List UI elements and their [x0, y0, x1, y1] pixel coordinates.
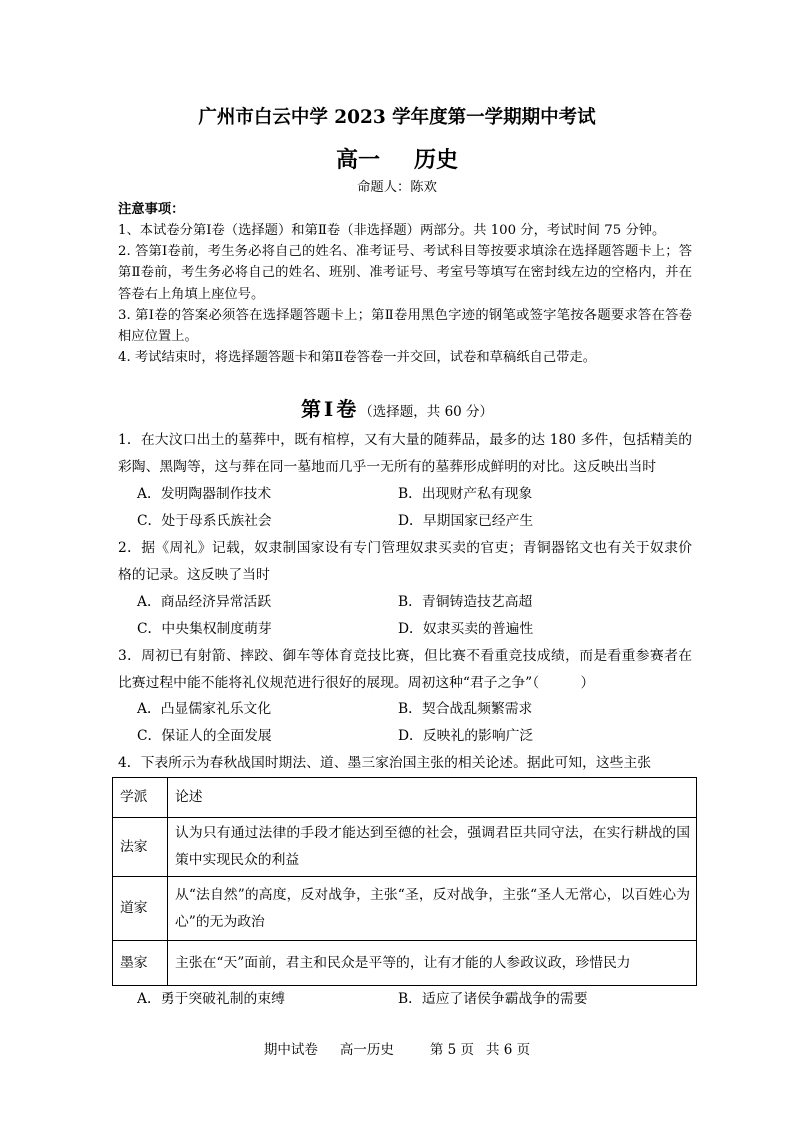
- question-stem: 3．周初已有射箭、摔跤、御车等体育竞技比赛，但比赛不看重竞技成绩，而是看重参赛者在比赛过程中能不能将礼仪规范进行很好的展现。周初这种“君子之争”（ ）: [118, 647, 692, 691]
- footer-page-total: 共 6 页: [486, 1042, 531, 1058]
- table-row: [113, 818, 697, 877]
- option-b: B．适应了诸侯争霸战争的需要: [398, 991, 588, 1008]
- section-heading: [0, 394, 794, 424]
- question-4: [118, 750, 692, 1013]
- statement-cell: 主张在“天”面前，君主和民众是平等的，让有才能的人参政议政，珍惜民力: [168, 941, 697, 986]
- section-title: 第Ⅰ卷: [300, 397, 360, 422]
- notice-item: 1、本试卷分第Ⅰ卷（选择题）和第Ⅱ卷（非选择题）两部分。共 100 分，考试时间 75 分钟。: [118, 223, 666, 238]
- statement-cell: 从“法自然”的高度，反对战争，主张“圣，反对战争，主张“圣人无常心，以百姓心为心”的无为政治: [168, 877, 697, 941]
- notice-list: [118, 220, 692, 368]
- question-options: [118, 481, 692, 535]
- schools-table: [112, 777, 697, 986]
- grade-label: 高一: [335, 147, 380, 173]
- question-stem: 1．在大汶口出土的墓葬中，既有棺椁，又有大量的随葬品，最多的达 180 多件，包括精美的彩陶、黑陶等，这与葬在同一墓地而几乎一无所有的墓葬形成鲜明的对比。这反映出当时: [118, 432, 692, 476]
- exam-author: 命题人：陈欢: [357, 180, 437, 195]
- option-a: A．发明陶器制作技术: [137, 486, 272, 503]
- option-a: A．凸显儒家礼乐文化: [137, 701, 272, 718]
- question-stem: 2．据《周礼》记载，奴隶制国家设有专门管理奴隶买卖的官吏；青铜器铭文也有关于奴隶价格的记录。这反映了当时: [118, 540, 692, 583]
- option-c: C．保证人的全面发展: [137, 728, 272, 745]
- exam-subtitle: [0, 144, 794, 176]
- option-b: B．出现财产私有现象: [398, 486, 533, 503]
- question-3: [118, 643, 692, 751]
- table-row: [113, 941, 697, 986]
- notice-heading: 注意事项：: [118, 202, 185, 217]
- section-note: （选择题，共 60 分）: [359, 404, 494, 421]
- notice-item: 3. 第Ⅰ卷的答案必须答在选择题答题卡上；第Ⅱ卷用黑色字迹的钢笔或签字笔按各题要求答在答卷相应位置上。: [118, 307, 692, 345]
- option-b: B．契合战乱频繁需求: [398, 701, 533, 718]
- subject-label: 历史: [414, 147, 459, 173]
- question-1: [118, 427, 692, 535]
- statement-cell: 认为只有通过法律的手段才能达到至德的社会，强调君臣共同守法，在实行耕战的国策中实现民众的利益: [168, 818, 697, 877]
- school-cell: 道家: [113, 877, 168, 941]
- question-options: [118, 696, 692, 750]
- option-d: D．奴隶买卖的普遍性: [398, 620, 534, 637]
- table-header-cell: 论述: [168, 778, 697, 818]
- footer-paper: 期中试卷: [263, 1042, 318, 1058]
- question-2: [118, 535, 692, 643]
- option-d: D．早期国家已经产生: [398, 513, 534, 530]
- option-c: C．处于母系氏族社会: [137, 513, 272, 530]
- option-d: D．反映礼的影响广泛: [398, 728, 534, 745]
- table-header-cell: 学派: [113, 778, 168, 818]
- question-options: [118, 986, 692, 1013]
- table-row: [113, 877, 697, 941]
- footer-course: 高一历史: [339, 1042, 394, 1058]
- table-header-row: [113, 778, 697, 818]
- option-b: B．青铜铸造技艺高超: [398, 593, 533, 610]
- question-options: [118, 589, 692, 643]
- option-a: A．商品经济异常活跃: [137, 593, 272, 610]
- question-stem: 4．下表所示为春秋战国时期法、道、墨三家治国主张的相关论述。据此可知，这些主张: [118, 755, 652, 772]
- school-cell: 墨家: [113, 941, 168, 986]
- notice-item: 4. 考试结束时，将选择题答题卡和第Ⅱ卷答卷一并交回，试卷和草稿纸自己带走。: [118, 350, 597, 366]
- notice-item: 2. 答第Ⅰ卷前，考生务必将自己的姓名、准考证号、考试科目等按要求填涂在选择题答题卡上；答第Ⅱ卷前，考生务必将自己的姓名、班别、准考证号、考室号等填写在密封线左边的空格内，并在答卷右上角填上座位号。: [118, 244, 692, 302]
- exam-title: 广州市白云中学 2023 学年度第一学期期中考试: [198, 107, 596, 128]
- page-footer: [0, 1040, 794, 1060]
- option-c: C．中央集权制度萌芽: [137, 620, 272, 637]
- option-a: A．勇于突破礼制的束缚: [137, 991, 285, 1008]
- page-content: [118, 104, 692, 1013]
- footer-page-number: 第 5 页: [429, 1042, 474, 1058]
- school-cell: 法家: [113, 818, 168, 877]
